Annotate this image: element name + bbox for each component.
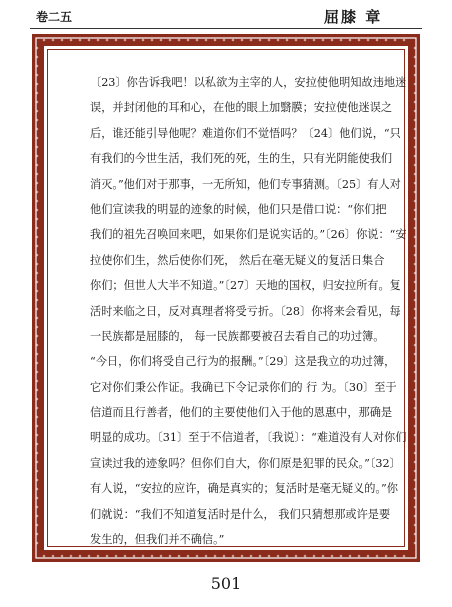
running-header-chapter: 屈膝 章 bbox=[324, 8, 383, 26]
text-line: 消灭。”他们对于那事，一无所知，他们专事猜测。〔25〕有人对 bbox=[90, 177, 401, 191]
text-line: 有我们的今世生活，我们死的死，生的生，只有光阴能使我们 bbox=[90, 152, 393, 166]
text-line: 后，谁还能引导他呢？难道你们不觉悟吗？〔24〕他们说，“只 bbox=[90, 126, 401, 140]
page-number: 501 bbox=[210, 574, 242, 593]
text-line: 活时来临之日，反对真理者将受亏折。〔28〕你将来会看见，每 bbox=[90, 304, 401, 318]
text-line: 信道而且行善者，他们的主要使他们入于他的恩惠中，那确是 bbox=[90, 406, 393, 420]
text-line: 宣读过我的迹象吗？但你们自大，你们原是犯罪的民众。”〔32〕 bbox=[90, 456, 401, 470]
text-line: 们就说：“我们不知道复活时是什么， 我们只猜想那或许是要 bbox=[90, 507, 391, 521]
text-line: 〔23〕你告诉我吧！以私欲为主宰的人，安拉使他明知故违地迷 bbox=[90, 76, 407, 89]
text-line: 误，并封闭他的耳和心，在他的眼上加翳膜；安拉使他迷误之 bbox=[90, 101, 393, 115]
text-line: 拉使你们生，然后使你们死， 然后在毫无疑义的复活日集合 bbox=[90, 253, 385, 267]
text-line: “今日，你们将受自己行为的报酬。”〔29〕这是我立的功过簿， bbox=[90, 355, 396, 369]
text-line: 他们宣读我的明显的迹象的时候，他们只是借口说：“你们把 bbox=[90, 202, 387, 216]
text-line: 一民族都是屈膝的， 每一民族都要被召去看自己的功过簿。 bbox=[90, 329, 385, 343]
scripture-text bbox=[90, 70, 407, 552]
text-line: 你们；但世人大半不知道。”〔27〕天地的国权，归安拉所有。复 bbox=[90, 279, 401, 293]
text-line: 它对你们秉公作证。我确已下令记录你们的 行 为。〔30〕至于 bbox=[90, 380, 397, 394]
header-rule bbox=[30, 28, 422, 29]
text-line: 我们的祖先召唤回来吧，如果你们是说实话的。”〔26〕你说：“安 bbox=[90, 228, 407, 242]
running-header-volume: 卷二五 bbox=[36, 10, 73, 24]
text-line: 明显的成功。〔31〕至于不信道者，〔我说〕：“难道没有人对你们 bbox=[90, 431, 407, 445]
text-line: 发生的，但我们并不确信。” bbox=[90, 533, 225, 547]
text-line: 有人说，“安拉的应许，确是真实的；复活时是毫无疑义的。”你 bbox=[90, 482, 398, 496]
